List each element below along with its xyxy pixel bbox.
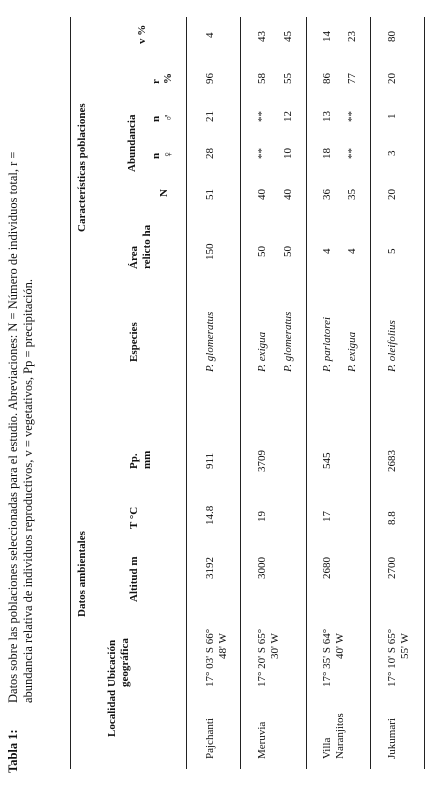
header-n-male-2: ♂ xyxy=(161,113,175,122)
header-rule xyxy=(186,17,187,769)
row-4-v: 14 xyxy=(321,31,333,42)
caption-line-2: abundancia relativa de individuos reproductivos, v = vegetativos, Pp = precipitación. xyxy=(21,278,35,703)
row-2-ubic-2: 30' W xyxy=(269,633,281,659)
row-2-pp: 3709 xyxy=(256,450,268,472)
row-4-n-male: 13 xyxy=(321,111,333,122)
row-6-especie: P. oleifolius xyxy=(386,320,398,372)
bottom-rule xyxy=(424,17,425,769)
row-1-ubic-1: 17° 03' S 66° xyxy=(204,628,216,687)
row-2-N: 40 xyxy=(256,189,268,200)
header-area-2: relicto ha xyxy=(141,224,153,269)
row-1-rule xyxy=(240,17,241,769)
row-1-localidad: Pajchanti xyxy=(204,718,216,759)
header-ubicacion-1: Ubicación xyxy=(106,639,118,687)
row-5-r: 77 xyxy=(346,73,358,84)
header-group-pop: Características poblaciones xyxy=(76,103,88,232)
row-4-r: 86 xyxy=(321,73,333,84)
header-temp: T °C xyxy=(128,506,140,529)
header-altitud: Altitud m xyxy=(128,556,140,602)
header-especies: Especies xyxy=(128,322,140,362)
row-1-n-female: 28 xyxy=(204,148,216,159)
table-caption xyxy=(6,13,35,773)
row-3-v: 45 xyxy=(282,31,294,42)
row-6-n-female: 3 xyxy=(386,150,398,156)
row-2-n-female: ** xyxy=(256,148,268,159)
header-n-female-2: ♀ xyxy=(161,150,175,159)
row-4-especie: P. parlatorei xyxy=(321,316,333,372)
row-1-v: 4 xyxy=(204,32,216,38)
row-1-area: 150 xyxy=(204,243,216,260)
row-4-ubic-2: 40' W xyxy=(334,633,346,659)
row-2-v: 43 xyxy=(256,31,268,42)
header-N: N xyxy=(158,189,170,197)
row-1-N: 51 xyxy=(204,189,216,200)
header-group-env: Datos ambientales xyxy=(76,531,88,617)
header-localidad: Localidad xyxy=(106,689,118,737)
header-r-1: r xyxy=(150,79,162,84)
row-4-area: 4 xyxy=(321,248,333,254)
row-2-area: 50 xyxy=(256,246,268,257)
row-2-localidad: Meruvia xyxy=(256,721,268,759)
row-3-r: 55 xyxy=(282,73,294,84)
row-4-pp: 545 xyxy=(321,452,333,469)
header-area-1: Área xyxy=(128,245,140,269)
header-r-2: % xyxy=(162,73,174,84)
header-v: v % xyxy=(136,24,148,44)
row-2-n-male: ** xyxy=(256,111,268,122)
row-5-area: 4 xyxy=(346,248,358,254)
row-2-temp: 19 xyxy=(256,511,268,522)
row-4-localidad-2: Naranjitos xyxy=(334,713,346,759)
row-2-altitud: 3000 xyxy=(256,557,268,579)
row-6-N: 20 xyxy=(386,189,398,200)
row-4-localidad-1: Villa xyxy=(321,737,333,759)
row-3-n-female: 10 xyxy=(282,148,294,159)
row-2-especie: P. exigua xyxy=(256,331,268,372)
row-5-especie: P. exigua xyxy=(346,331,358,372)
row-6-ubic-2: 55' W xyxy=(399,633,411,659)
row-6-pp: 2683 xyxy=(386,450,398,472)
row-4-ubic-1: 17° 35' S 64° xyxy=(321,628,333,687)
row-5-v: 23 xyxy=(346,31,358,42)
caption-text xyxy=(6,3,36,703)
header-n-female-1: n xyxy=(150,152,162,159)
row-1-temp: 14.8 xyxy=(204,505,216,525)
row-1-altitud: 3192 xyxy=(204,557,216,579)
header-pp-1: Pp. xyxy=(128,453,140,469)
header-group-abund: Abundancia xyxy=(126,114,138,172)
row-4-temp: 17 xyxy=(321,511,333,522)
row-4-n-female: 18 xyxy=(321,148,333,159)
row-2-r: 58 xyxy=(256,73,268,84)
row-6-v: 80 xyxy=(386,31,398,42)
row-1-pp: 911 xyxy=(204,452,216,469)
caption-label: Tabla 1: xyxy=(6,729,20,773)
row-4-N: 36 xyxy=(321,189,333,200)
row-3-N: 40 xyxy=(282,189,294,200)
row-6-area: 5 xyxy=(386,248,398,254)
header-n-male-1: n xyxy=(150,115,162,122)
row-3-area: 50 xyxy=(282,246,294,257)
row-5-rule xyxy=(370,17,371,769)
row-2-ubic-1: 17° 20' S 65° xyxy=(256,628,268,687)
header-ubicacion-2: geográfica xyxy=(119,638,131,687)
row-3-n-male: 12 xyxy=(282,111,294,122)
row-3-especie: P. glomeratus xyxy=(282,311,294,372)
row-3-rule xyxy=(306,17,307,769)
row-4-altitud: 2680 xyxy=(321,557,333,579)
row-6-temp: 8.8 xyxy=(386,511,398,525)
row-5-N: 35 xyxy=(346,189,358,200)
row-1-n-male: 21 xyxy=(204,111,216,122)
row-6-localidad: Jukumari xyxy=(386,718,398,759)
row-6-ubic-1: 17° 10' S 65° xyxy=(386,628,398,687)
top-rule xyxy=(70,17,71,769)
row-5-n-male: ** xyxy=(346,111,358,122)
row-1-ubic-2: 48' W xyxy=(217,633,229,659)
row-1-r: 96 xyxy=(204,73,216,84)
row-1-especie: P. glomeratus xyxy=(204,311,216,372)
row-6-n-male: 1 xyxy=(386,113,398,119)
row-6-r: 20 xyxy=(386,73,398,84)
row-5-n-female: ** xyxy=(346,148,358,159)
row-6-altitud: 2700 xyxy=(386,557,398,579)
header-pp-2: mm xyxy=(141,450,153,469)
caption-line-1: Datos sobre las poblaciones seleccionadas para el estudio. Abreviaciones: N = Número de individuos total, r = xyxy=(6,151,20,703)
